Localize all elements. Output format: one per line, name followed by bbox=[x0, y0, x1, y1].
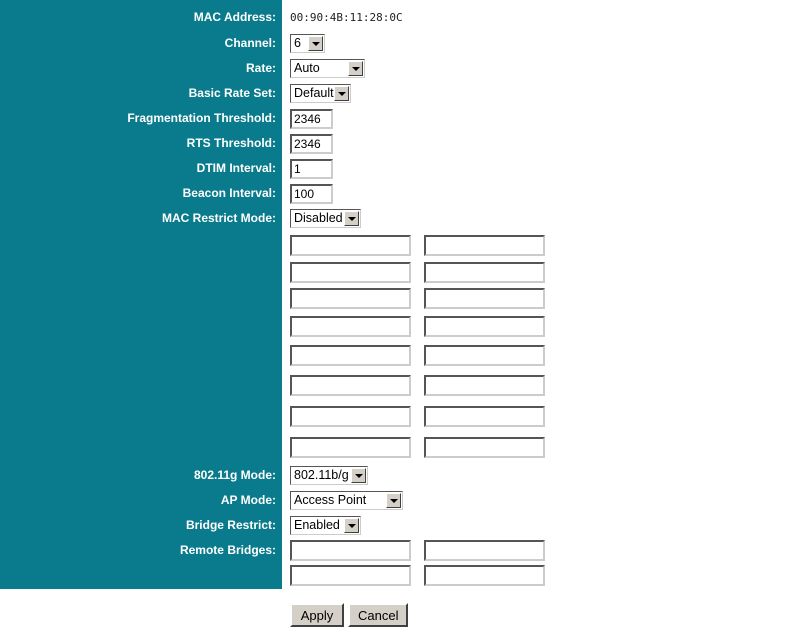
remote-bridge-input-2[interactable] bbox=[424, 540, 545, 561]
ap-mode-select[interactable]: Access Point bbox=[290, 491, 403, 510]
beacon-interval-input[interactable] bbox=[290, 184, 333, 204]
mac-list-input-10[interactable] bbox=[424, 345, 545, 366]
dtim-interval-row bbox=[0, 158, 810, 180]
mac-restrict-mode-select[interactable]: Disabled bbox=[290, 209, 361, 228]
mode-80211g-label: 802.11g Mode: bbox=[193, 468, 276, 482]
rts-threshold-row bbox=[0, 133, 810, 155]
mac-address-label: MAC Address: bbox=[193, 10, 276, 24]
dtim-interval-input[interactable] bbox=[290, 159, 333, 179]
mac-list-input-6[interactable] bbox=[424, 288, 545, 309]
mac-list-input-1[interactable] bbox=[290, 235, 411, 256]
dtim-interval-label: DTIM Interval: bbox=[196, 161, 276, 175]
mac-list-input-16[interactable] bbox=[424, 437, 545, 458]
channel-row bbox=[0, 33, 810, 55]
ap-mode-row bbox=[0, 490, 810, 512]
rts-threshold-input[interactable] bbox=[290, 134, 333, 154]
mac-list-input-14[interactable] bbox=[424, 406, 545, 427]
rate-label: Rate: bbox=[245, 61, 276, 75]
mac-list-input-3[interactable] bbox=[290, 262, 411, 283]
remote-bridge-input-4[interactable] bbox=[424, 565, 545, 586]
chevron-down-icon[interactable] bbox=[386, 493, 401, 508]
basic-rate-set-row bbox=[0, 83, 810, 105]
mac-address-row bbox=[0, 7, 810, 29]
chevron-down-icon[interactable] bbox=[348, 61, 363, 76]
rts-threshold-label: RTS Threshold: bbox=[186, 136, 276, 150]
mac-list-input-7[interactable] bbox=[290, 316, 411, 337]
frag-threshold-input[interactable] bbox=[290, 109, 333, 129]
mac-address-value: 00:90:4B:11:28:0C bbox=[290, 11, 403, 24]
chevron-down-icon[interactable] bbox=[344, 518, 359, 533]
mac-list-input-12[interactable] bbox=[424, 375, 545, 396]
chevron-down-icon[interactable] bbox=[308, 36, 323, 51]
mac-list-input-8[interactable] bbox=[424, 316, 545, 337]
mac-restrict-mode-row bbox=[0, 208, 810, 230]
rate-row bbox=[0, 58, 810, 80]
remote-bridge-input-1[interactable] bbox=[290, 540, 411, 561]
mac-list-input-15[interactable] bbox=[290, 437, 411, 458]
channel-select[interactable]: 6 bbox=[290, 34, 325, 53]
remote-bridges-label: Remote Bridges: bbox=[179, 543, 276, 557]
mac-list-input-4[interactable] bbox=[424, 262, 545, 283]
channel-label: Channel: bbox=[224, 36, 276, 50]
mode-80211g-row bbox=[0, 465, 810, 487]
chevron-down-icon[interactable] bbox=[334, 86, 349, 101]
bridge-restrict-select[interactable]: Enabled bbox=[290, 516, 361, 535]
cancel-button[interactable]: Cancel bbox=[348, 603, 408, 627]
frag-threshold-label: Fragmentation Threshold: bbox=[127, 111, 276, 125]
mode-80211g-select[interactable]: 802.11b/g bbox=[290, 466, 368, 485]
mac-list-input-9[interactable] bbox=[290, 345, 411, 366]
chevron-down-icon[interactable] bbox=[344, 211, 359, 226]
mac-list-input-11[interactable] bbox=[290, 375, 411, 396]
mac-list-input-2[interactable] bbox=[424, 235, 545, 256]
chevron-down-icon[interactable] bbox=[351, 468, 366, 483]
apply-button[interactable]: Apply bbox=[290, 603, 344, 627]
basic-rate-set-label: Basic Rate Set: bbox=[188, 86, 276, 100]
beacon-interval-label: Beacon Interval: bbox=[182, 186, 276, 200]
frag-threshold-row bbox=[0, 108, 810, 130]
basic-rate-set-select[interactable]: Default bbox=[290, 84, 351, 103]
mac-list-input-13[interactable] bbox=[290, 406, 411, 427]
bridge-restrict-label: Bridge Restrict: bbox=[185, 518, 276, 532]
mac-list-input-5[interactable] bbox=[290, 288, 411, 309]
beacon-interval-row bbox=[0, 183, 810, 205]
rate-select[interactable]: Auto bbox=[290, 59, 365, 78]
remote-bridge-input-3[interactable] bbox=[290, 565, 411, 586]
ap-mode-label: AP Mode: bbox=[220, 493, 276, 507]
bridge-restrict-row bbox=[0, 515, 810, 537]
mac-restrict-mode-label: MAC Restrict Mode: bbox=[161, 211, 276, 225]
